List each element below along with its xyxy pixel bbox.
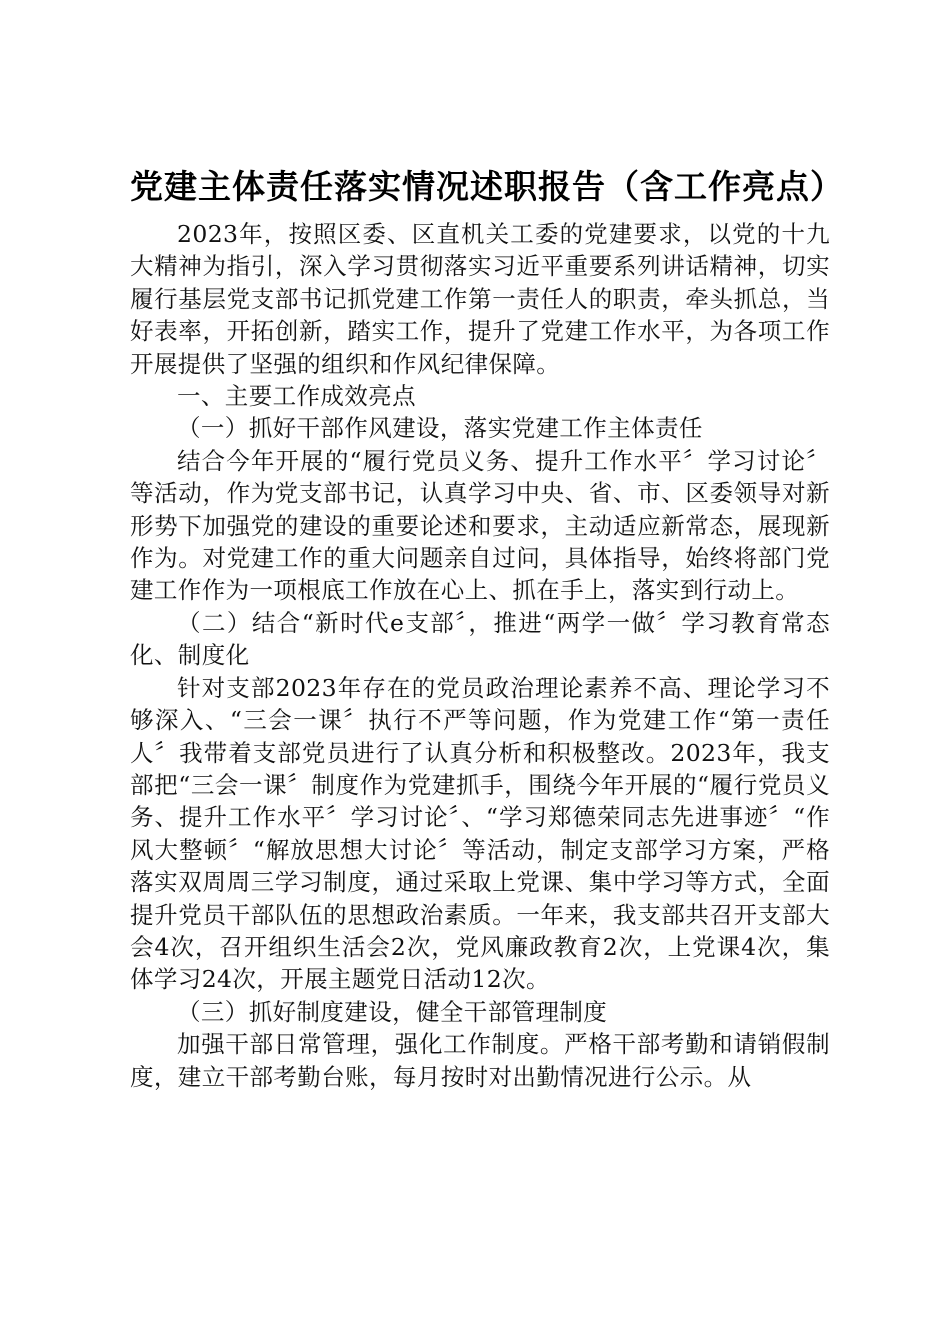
subsection-heading-3: （三）抓好制度建设，健全干部管理制度: [177, 997, 608, 1026]
section-heading-1: 一、主要工作成效亮点: [177, 382, 416, 411]
paragraph-2: 针对支部2023年存在的党员政治理论素养不高、理论学习不够深入、“三会一课〞执行不严等问题，作为党建工作“第一责任人〞我带着支部党员进行了认真分析和积极整改。2023年，我支部把“三会一课〞制度作为党建抓手，围绕今年开展的“履行党员义务、提升工作水平〞学习讨论〞、“学习郑德荣同志先进事迹〞“作风大整顿〞“解放思想大讨论〞等活动，制定支部学习方案，严格落实双周周三学习制度，通过采取上党课、集中学习等方式，全面提升党员干部队伍的思想政治素质。一年来，我支部共召开支部大会4次，召开组织生活会2次，党风廉政教育2次，上党课4次，集体学习24次，开展主题党日活动12次。: [130, 673, 830, 994]
subsection-heading-2: （二）结合“新时代e支部〞，推进“两学一做〞学习教育常态化、制度化: [130, 608, 830, 670]
document-title: 党建主体责任落实情况述职报告（含工作亮点）: [130, 167, 844, 206]
document-page: [130, 158, 844, 1093]
paragraph-1: 结合今年开展的“履行党员义务、提升工作水平〞学习讨论〞等活动，作为党支部书记，认真学习中央、省、市、区委领导对新形势下加强党的建设的重要论述和要求，主动适应新常态，展现新作为。对党建工作的重大问题亲自过问，具体指导，始终将部门党建工作作为一项根底工作放在心上、抓在手上，落实到行动上。: [130, 446, 830, 605]
paragraph-3: 加强干部日常管理，强化工作制度。严格干部考勤和请销假制度，建立干部考勤台账，每月按时对出勤情况进行公示。从: [130, 1030, 830, 1091]
document-body: [130, 218, 830, 1093]
subsection-heading-1: （一）抓好干部作风建设，落实党建工作主体责任: [177, 414, 703, 443]
paragraph-intro: 2023年，按照区委、区直机关工委的党建要求，以党的十九大精神为指引，深入学习贯彻落实习近平重要系列讲话精神，切实履行基层党支部书记抓党建工作第一责任人的职责，牵头抓总，当好表率，开拓创新，踏实工作，提升了党建工作水平，为各项工作开展提供了坚强的组织和作风纪律保障。: [130, 220, 830, 378]
